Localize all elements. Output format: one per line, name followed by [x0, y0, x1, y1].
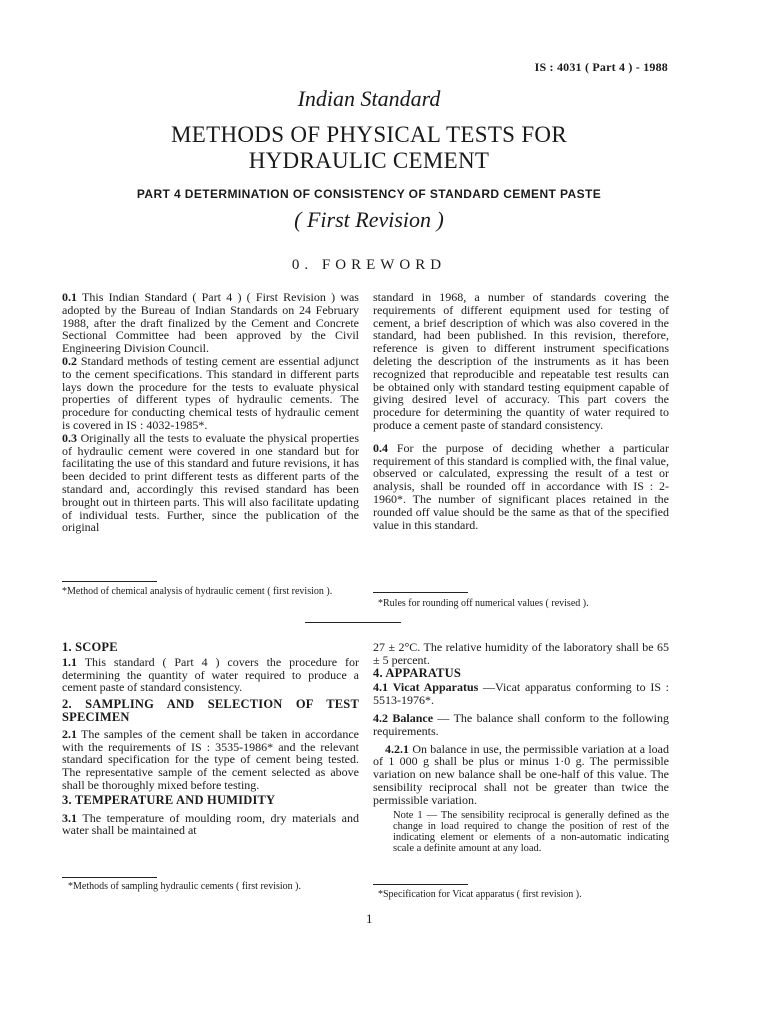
- document-title-line-2: HYDRAULIC CEMENT: [248, 148, 490, 173]
- body-right-footnote: *Specification for Vicat apparatus ( first revision ).: [378, 889, 582, 900]
- clause-number: 4.2.1: [385, 741, 409, 756]
- section-2-heading: 2. SAMPLING AND SELECTION OF TEST SPECIMEN: [62, 697, 359, 724]
- footnote-rule: [62, 877, 157, 878]
- clause-0-2: [62, 355, 359, 432]
- clause-3-1-continued: 27 ± 2°C. The relative humidity of the laboratory shall be 65 ± 5 percent.: [373, 640, 669, 667]
- clause-number: 4.2: [373, 710, 388, 725]
- section-3-heading: 3. TEMPERATURE AND HUMIDITY: [62, 792, 276, 807]
- clause-4-2-1: [373, 743, 669, 807]
- clause-text: The temperature of moulding room, dry materials and water shall be maintained at: [62, 810, 359, 838]
- clause-0-3: [62, 432, 359, 534]
- foreword-heading: 0. FOREWORD: [291, 257, 447, 273]
- standard-number: IS : 4031 ( Part 4 ) - 1988: [534, 60, 668, 74]
- standard-name: Indian Standard: [297, 86, 441, 111]
- clause-text: On balance in use, the permissible variation at a load of 1 000 g shall be plus or minus 1·0 g. The permissible variation on new balance shall be one-half of this value. The sensibility reciprocal shall not be greater than twice the permissible variation.: [373, 741, 669, 807]
- body-right-column: [373, 641, 669, 854]
- page-number: 1: [366, 911, 373, 926]
- note-1: [373, 810, 669, 855]
- clause-2-1: [62, 728, 359, 792]
- clause-text: This Indian Standard ( Part 4 ) ( First Revision ) was adopted by the Bureau of Indian Standards on 24 February 1988, after the draft finalized by the Cement and Concrete Sectional Committee had been approved by the Civil Engineering Division Council.: [62, 290, 359, 356]
- clause-1-1: [62, 656, 359, 694]
- clause-3-1: [62, 812, 359, 838]
- footnote-rule: [62, 581, 157, 582]
- footnote-rule: [373, 592, 468, 593]
- clause-number: 3.1: [62, 810, 77, 825]
- clause-number: 4.1: [373, 680, 388, 695]
- clause-title: Vicat Apparatus: [392, 680, 479, 695]
- clause-4-2: [373, 712, 669, 738]
- clause-number: 0.2: [62, 353, 77, 368]
- clause-number: 0.4: [373, 440, 388, 455]
- revision-label: ( First Revision ): [294, 207, 444, 232]
- foreword-left-footnote: *Method of chemical analysis of hydraulic cement ( first revision ).: [62, 586, 333, 597]
- clause-number: 0.3: [62, 430, 77, 445]
- body-left-footnote: *Methods of sampling hydraulic cements ( first revision ).: [68, 881, 302, 892]
- clause-text: For the purpose of deciding whether a particular requirement of this standard is complied with, the final value, observed or calculated, expressing the result of a test or analysis, shall be rounded off in accordance with IS : 2-1960*. The number of significant places retained in the rounded off value should be the same as that of the specified value in this standard.: [373, 440, 670, 532]
- clause-0-3-continued: standard in 1968, a number of standards covering the requirements of different equipment used for testing of cement, a brief description of which was also covered in the standard, had been published. In this revision, therefore, reference is given to different instrument specifications deleting the description of the instruments as it has been recognized that reproducible and repeatable test results can be obtained only with standard testing equipment capable of giving desired level of accuracy. This part covers the procedure for determining the quantity of water required to produce a cement paste of standard consistency.: [373, 290, 669, 432]
- part-title: PART 4 DETERMINATION OF CONSISTENCY OF STANDARD CEMENT PASTE: [136, 187, 602, 201]
- section-1-heading: 1. SCOPE: [62, 640, 118, 654]
- foreword-right-footnote: *Rules for rounding off numerical values ( revised ).: [378, 598, 589, 609]
- document-title-line-1: METHODS OF PHYSICAL TESTS FOR: [171, 122, 567, 147]
- section-4-heading: 4. APPARATUS: [373, 665, 462, 680]
- clause-0-4: [373, 442, 669, 532]
- section-divider: [305, 622, 401, 623]
- footnote-rule: [373, 884, 468, 885]
- clause-text: Standard methods of testing cement are essential adjunct to the cement specifications. This standard in different parts lays down the procedure for the tests to evaluate physical properties of different types of hydraulic cements. The procedure for conducting chemical tests of hydraulic cement is covered in IS : 4032-1985*.: [62, 353, 359, 432]
- clause-title: Balance: [392, 710, 434, 725]
- clause-0-1: [62, 291, 359, 355]
- clause-text: — The balance shall conform to the following requirements.: [373, 710, 670, 738]
- clause-text: This standard ( Part 4 ) covers the procedure for determining the quantity of water required to produce a cement paste of standard consistency.: [62, 654, 359, 695]
- clause-number: 2.1: [62, 726, 77, 741]
- foreword-right-column: [373, 291, 669, 531]
- foreword-left-column: [62, 291, 359, 534]
- note-text: — The sensibility reciprocal is generally defined as the change in load required to change the position of rest of the indicating element or elements of a non-automatic indicating scale a definite amount at any load.: [393, 809, 669, 855]
- clause-number: 0.1: [62, 290, 77, 304]
- clause-text: —Vicat apparatus conforming to IS : 5513-1976*.: [373, 680, 670, 708]
- clause-number: 1.1: [62, 654, 77, 669]
- body-left-column: [62, 641, 359, 837]
- clause-text: The samples of the cement shall be taken in accordance with the requirements of IS : 3535-1986* and the relevant standard specification for the type of cement being tested. The representative sample of the cement selected as above shall be thoroughly mixed before testing.: [62, 726, 359, 792]
- clause-text: Originally all the tests to evaluate the physical properties of hydraulic cement were covered in one standard but for facilitating the use of this standard and future revisions, it has been decided to print different tests as different parts of the standard and, accordingly this revised standard has been brought out in thirteen parts. This will also facilitate updating of individual tests. Further, since the publication of the original: [62, 430, 359, 535]
- note-label: Note 1: [393, 809, 423, 821]
- clause-4-1: [373, 681, 669, 707]
